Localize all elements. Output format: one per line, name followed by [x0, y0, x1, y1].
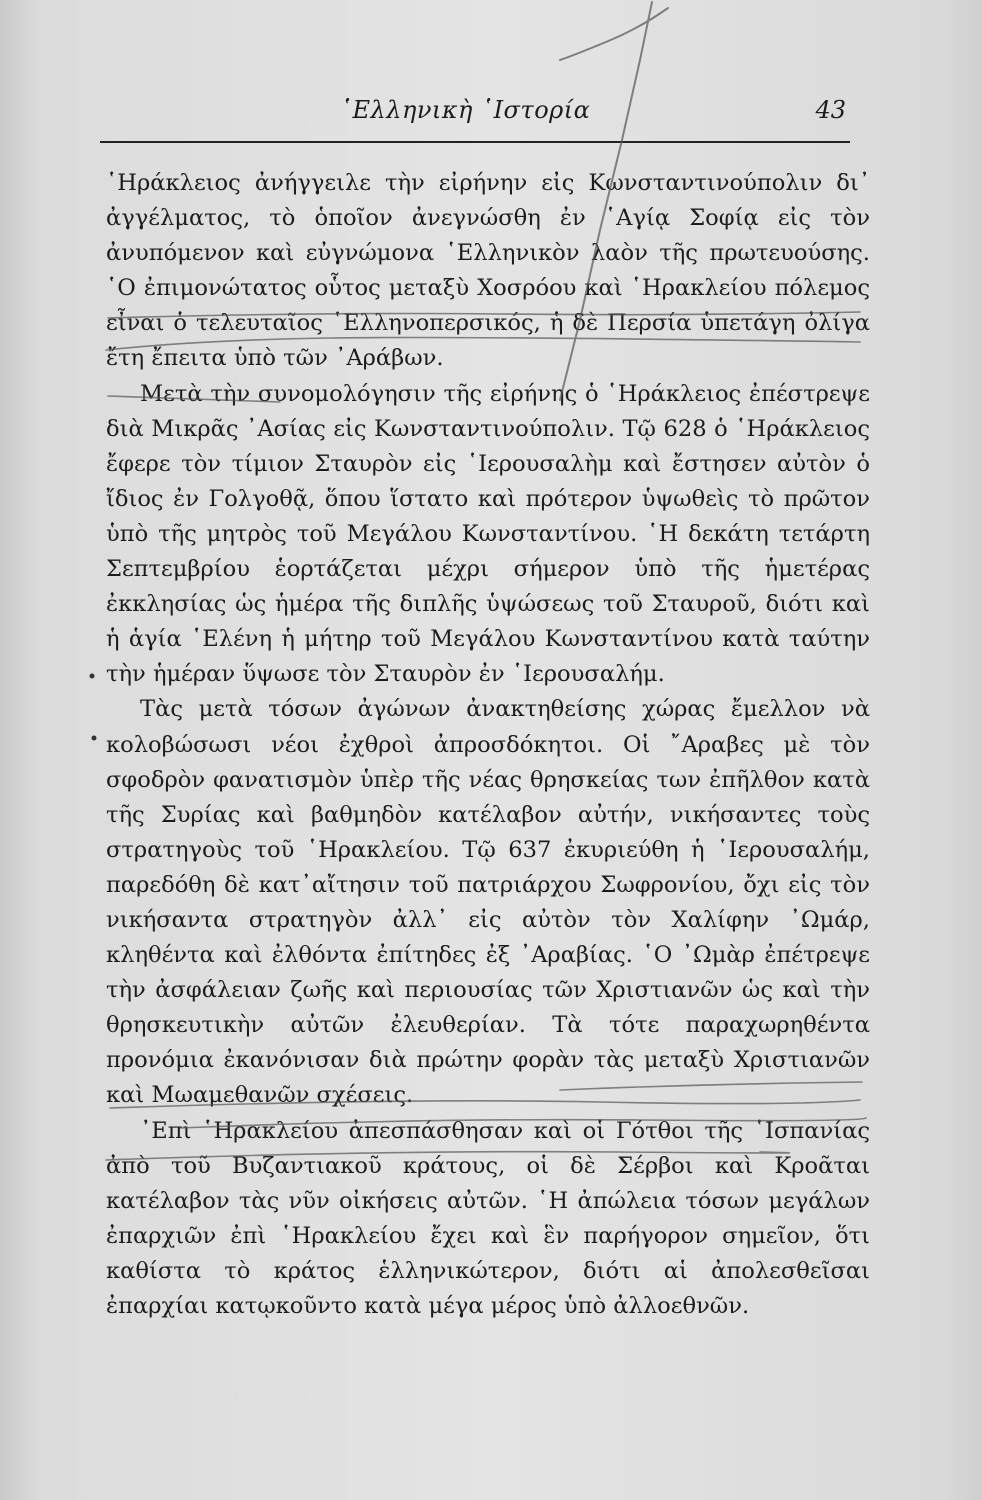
page-header: [100, 96, 860, 136]
paragraph-3: Τὰς μετὰ τόσων ἀγώνων ἀνακτηθείσης χώρας ἔμελλον νὰ κολοβώσωσι νέοι ἐχθροὶ ἀπροσδόκητοι. Οἱ ῎Αραβες μὲ τὸν σφοδρὸν φανατισμὸν ὑπὲρ τῆς νέας θρησκείας των ἐπῆλθον κατὰ τῆς Συρίας καὶ βαθμηδὸν κατέλαβον αὐτήν, νικήσαντες τοὺς στρατηγοὺς τοῦ ῾Ηρακλείου. Τῷ 637 ἐκυριεύθη ἡ ῾Ιερουσαλήμ, παρεδόθη δὲ κατ᾽αἴτησιν τοῦ πατριάρχου Σωφρονίου, ὄχι εἰς τὸν νικήσαντα στρατηγὸν ἀλλ᾽ εἰς αὐτὸν τὸν Χαλίφην ᾽Ωμάρ, κληθέντα καὶ ἐλθόντα ἐπίτηδες ἐξ ᾽Αραβίας. ῾Ο ᾽Ωμὰρ ἐπέτρεψε τὴν ἀσφάλειαν ζωῆς καὶ περιουσίας τῶν Χριστιανῶν ὡς καὶ τὴν θρησκευτικὴν αὐτῶν ἐλευθερίαν. Τὰ τότε παραχωρηθέντα προνόμια ἐκανόνισαν διὰ πρώτην φορὰν τὰς μεταξὺ Χριστιανῶν καὶ Μωαμεθανῶν σχέσεις.: [106, 696, 870, 1109]
pencil-slash-2: [560, 8, 668, 60]
paragraph-4: ᾽Επὶ ῾Ηρακλείου ἀπεσπάσθησαν καὶ οἱ Γότθοι τῆς ῾Ισπανίας ἀπὸ τοῦ Βυζαντιακοῦ κράτους, οἱ δὲ Σέρβοι καὶ Κροᾶται κατέλαβον τὰς νῦν οἰκήσεις αὐτῶν. ῾Η ἀπώλεια τόσων μεγάλων ἐπαρχιῶν ἐπὶ ῾Ηρακλείου ἔχει καὶ ἓν παρήγορον σημεῖον, ὅτι καθίστα τὸ κράτος ἑλληνικώτερον, διότι αἱ ἀπολεσθεῖσαι ἐπαρχίαι κατῳκοῦντο κατὰ μέγα μέρος ὑπὸ ἀλλοεθνῶν.: [106, 1117, 870, 1319]
page-number: 43: [815, 96, 846, 124]
ink-dot-2: [92, 736, 97, 741]
body-text: [106, 166, 870, 1324]
paragraph-1: ῾Ηράκλειος ἀνήγγειλε τὴν εἰρήνην εἰς Κωνσταντινούπολιν δι᾽ ἀγγέλματος, τὸ ὁποῖον ἀνεγνώσθη ἐν ῾Αγίᾳ Σοφίᾳ εἰς τὸν ἀνυπόμενον καὶ εὐγνώμονα ῾Ελληνικὸν λαὸν τῆς πρωτευούσης. ῾Ο ἐπιμονώτατος οὗτος μεταξὺ Χοσρόου καὶ ῾Ηρακλείου πόλεμος εἶναι ὁ τελευταῖος ῾Ελληνοπερσικός, ἡ δὲ Περσία ὑπετάγη ὀλίγα ἔτη ἔπειτα ὑπὸ τῶν ᾽Αράβων.: [106, 170, 870, 372]
running-title: ῾Ελληνικὴ ῾Ιστορία: [340, 96, 591, 124]
ink-dot-1: [90, 674, 95, 679]
header-rule: [100, 141, 850, 143]
paragraph-2: Μετὰ τὴν συνομολόγησιν τῆς εἰρήνης ὁ ῾Ηράκλειος ἐπέστρεψε διὰ Μικρᾶς ᾽Ασίας εἰς Κωνσταντινούπολιν. Τῷ 628 ὁ ῾Ηράκλειος ἔφερε τὸν τίμιον Σταυρὸν εἰς ῾Ιερουσαλὴμ καὶ ἔστησεν αὐτὸν ὁ ἴδιος ἐν Γολγοθᾷ, ὅπου ἵστατο καὶ πρότερον ὑψωθεὶς τὸ πρῶτον ὑπὸ τῆς μητρὸς τοῦ Μεγάλου Κωνσταντίνου. ῾Η δεκάτη τετάρτη Σεπτεμβρίου ἑορτάζεται μέχρι σήμερον ὑπὸ τῆς ἡμετέρας ἐκκλησίας ὡς ἡμέρα τῆς διπλῆς ὑψώσεως τοῦ Σταυροῦ, διότι καὶ ἡ ἁγία ῾Ελένη ἡ μήτηρ τοῦ Μεγάλου Κωνσταντίνου κατὰ ταύτην τὴν ἡμέραν ὕψωσε τὸν Σταυρὸν ἐν ῾Ιερουσαλήμ.: [106, 380, 870, 688]
